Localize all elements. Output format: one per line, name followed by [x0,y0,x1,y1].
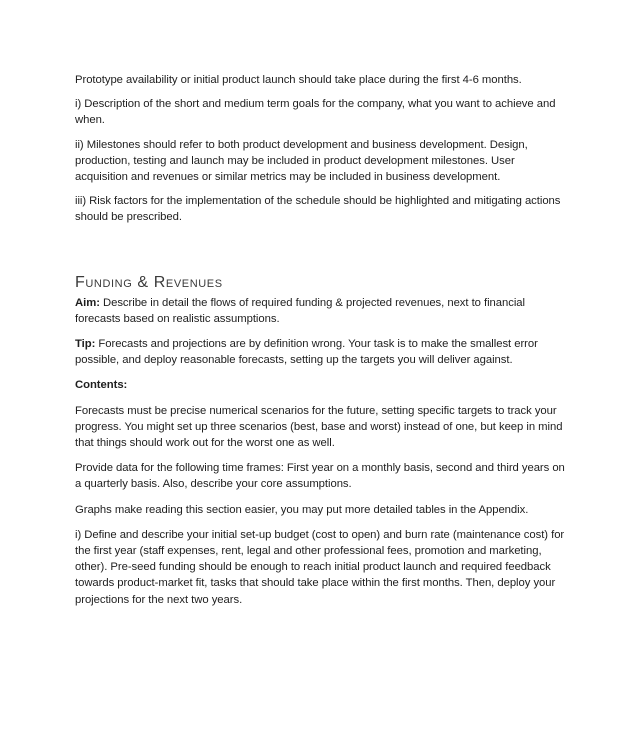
intro-paragraph-risk: iii) Risk factors for the implementation of the schedule should be highlighted and mitigating actions should be prescribed. [75,195,561,224]
aim-paragraph [75,295,570,327]
section-heading: Funding & Revenues [75,273,223,291]
intro-paragraph-milestones: ii) Milestones should refer to both product development and business development. Design, production, testing and launch may be included in product development milestones. User acquisition and revenues or similar metrics may be included in business development. [75,138,528,184]
aim-label: Aim: [75,296,100,309]
intro-paragraph-goals: i) Description of the short and medium term goals for the company, what you want to achieve and when. [75,98,556,127]
contents-paragraph-budget: i) Define and describe your initial set-up budget (cost to open) and burn rate (maintenance cost) for the first year (staff expenses, rent, legal and other professional fees, promotion and marketing, other). Pre-seed funding should be enough to reach initial product launch and required feedback towards product-market fit, tasks that should take place within the first months. Then, deploy your projections for the next two years. [75,528,565,606]
contents-label-paragraph [75,377,570,393]
contents-paragraph-graphs: Graphs make reading this section easier, you may put more detailed tables in the Appendix. [75,503,529,516]
tip-paragraph [75,336,570,368]
document-page [75,72,570,608]
contents-paragraph-forecasts: Forecasts must be precise numerical scenarios for the future, setting specific targets to track your progress. You might set up three scenarios (best, base and worst) instead of one, but keep in mind that things should work out for the worst one as well. [75,404,563,450]
contents-label: Contents: [75,379,128,392]
tip-text: Forecasts and projections are by definition wrong. Your task is to make the smallest error possible, and deploy reasonable forecasts, setting up the targets you will deliver against. [75,338,538,367]
contents-paragraph-timeframes: Provide data for the following time frames: First year on a monthly basis, second and third years on a quarterly basis. Also, describe your core assumptions. [75,462,565,491]
aim-text: Describe in detail the flows of required funding & projected revenues, next to financial forecasts based on realistic assumptions. [75,296,525,325]
tip-label: Tip: [75,338,96,351]
intro-paragraph-launch: Prototype availability or initial product launch should take place during the first 4-6 months. [75,74,522,86]
